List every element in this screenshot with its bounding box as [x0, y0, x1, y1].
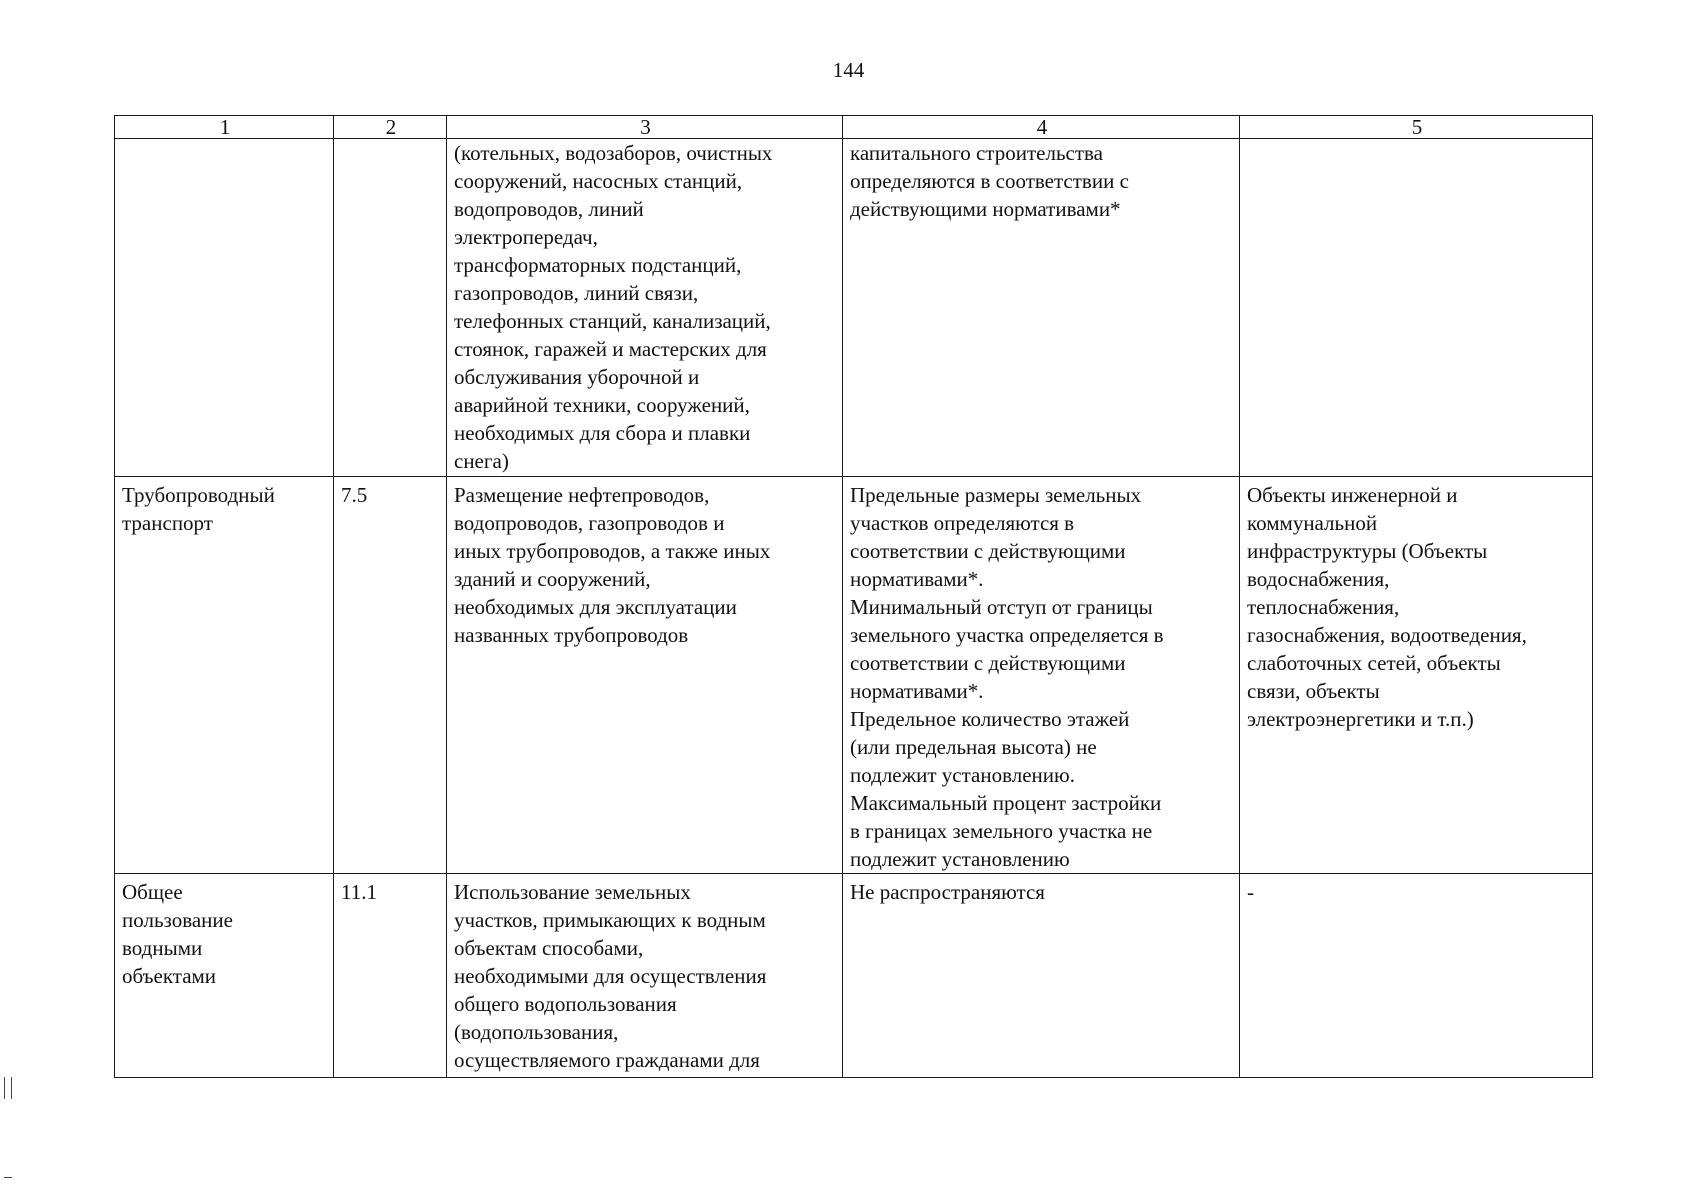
parameters-cell [843, 139, 1240, 477]
scan-edge-mark [4, 1077, 12, 1099]
parameters-cell [843, 874, 1240, 1078]
parameters-cell [843, 477, 1240, 874]
objects-cell [1240, 477, 1593, 874]
use-description-cell [447, 139, 843, 477]
column-header-2: 2 [334, 116, 447, 139]
use-description: (котельных, водозаборов, очистных сооружений, насосных станций, водопроводов, линий электропередач, трансформаторных подстанций, газопроводов, линий связи, телефонных станций, канализаций, стоянок, гаражей и мастерских для обслуживания уборочной и аварийной техники, сооружений, необходимых для сбора и плавки снега) [454, 141, 773, 473]
page-number: 144 [832, 58, 865, 82]
use-code: 11.1 [341, 880, 377, 904]
parameters-text: Предельные размеры земельных участков определяются в соответствии с действующими нормативами*. Минимальный отступ от границы земельного участка определяется в соответствии с действующими нормативами*. Предельное количество этажей (или предельная высота) не подлежит установлению. Максимальный процент застройки в границах земельного участка не подлежит установлению [850, 483, 1164, 871]
parameters-text: Не распространяются [850, 880, 1045, 904]
use-code-cell [334, 477, 447, 874]
objects-text: - [1247, 880, 1254, 904]
use-description: Размещение нефтепроводов, водопроводов, газопроводов и иных трубопроводов, а также иных зданий и сооружений, необходимых для эксплуатации названных трубопроводов [454, 483, 771, 647]
parameters-text: капитального строительства определяются в соответствии с действующими нормативами* [850, 141, 1129, 221]
table-row [115, 139, 1593, 477]
use-name-cell [115, 477, 334, 874]
use-name-cell [115, 874, 334, 1078]
use-description: Использование земельных участков, примыкающих к водным объектам способами, необходимыми для осуществления общего водопользования (водопользования, осуществляемого гражданами для [454, 880, 767, 1072]
use-description-cell [447, 477, 843, 874]
use-code: 7.5 [341, 483, 368, 507]
use-code-cell [334, 139, 447, 477]
objects-cell [1240, 139, 1593, 477]
column-header-5: 5 [1240, 116, 1593, 139]
regulations-table [114, 115, 1593, 1078]
use-name: Общее пользованиe водными объектами [122, 880, 233, 988]
use-name-cell [115, 139, 334, 477]
table-header-row [115, 116, 1593, 139]
objects-text: Объекты инженерной и коммунальной инфраструктуры (Объекты водоснабжения, теплоснабжения, газоснабжения, водоотведения, слаботочных сетей, объекты связи, объекты электроэнергетики и т.п.) [1247, 483, 1527, 731]
table-row [115, 874, 1593, 1078]
table-row [115, 477, 1593, 874]
scan-edge-mark [4, 1177, 12, 1178]
use-code-cell [334, 874, 447, 1078]
column-header-4: 4 [843, 116, 1240, 139]
column-header-1: 1 [115, 116, 334, 139]
use-description-cell [447, 874, 843, 1078]
use-name: Трубопроводный транспорт [122, 483, 275, 535]
objects-cell [1240, 874, 1593, 1078]
column-header-3: 3 [447, 116, 843, 139]
